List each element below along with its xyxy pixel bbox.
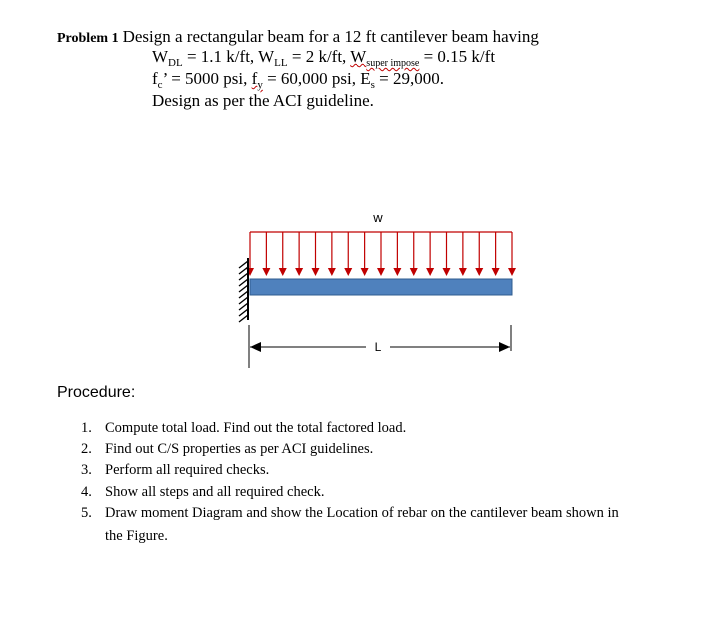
wsup-symbol: W <box>350 47 367 66</box>
beam <box>250 279 512 295</box>
step-number: 5. <box>81 505 92 521</box>
load-arrow-head <box>279 268 287 276</box>
hatch-line <box>239 315 248 322</box>
procedure-step-4 <box>81 484 324 501</box>
step-text: Perform all required checks. <box>105 462 270 478</box>
fy-value: = 60,000 psi, <box>262 69 361 88</box>
load-arrow-head <box>508 268 516 276</box>
hatch-line <box>239 297 248 304</box>
problem-label: Problem 1 <box>57 31 119 46</box>
procedure-step-5 <box>81 505 619 522</box>
support-hatching <box>239 261 248 322</box>
dimension-arrowhead-left <box>250 342 261 352</box>
procedure-heading: Procedure: <box>57 384 136 401</box>
wdl-symbol: W <box>152 47 169 66</box>
hatch-line <box>239 291 248 298</box>
procedure-step-3 <box>81 462 269 479</box>
problem-intro: Design a rectangular beam for a 12 ft cantilever beam having <box>122 27 539 46</box>
load-arrow-head <box>459 268 467 276</box>
fixed-support <box>239 258 248 322</box>
span-dimension <box>249 325 511 368</box>
step-text: Draw moment Diagram and show the Location of rebar on the cantilever beam shown in <box>105 505 619 521</box>
wll-value: = 2 k/ft, <box>287 47 351 66</box>
hatch-line <box>239 285 248 292</box>
es-subscript: s <box>370 79 375 91</box>
load-arrow-head <box>410 268 418 276</box>
es-symbol: E <box>360 69 371 88</box>
hatch-line <box>239 273 248 280</box>
step-text: Show all steps and all required check. <box>105 484 325 500</box>
fc-subscript: c <box>157 79 163 91</box>
load-arrow-head <box>426 268 434 276</box>
span-label: L <box>374 340 382 354</box>
procedure-step-1 <box>81 420 406 437</box>
hatch-line <box>239 261 248 268</box>
hatch-line <box>239 267 248 274</box>
fy-subscript: y <box>257 79 263 91</box>
step-text: the Figure. <box>105 528 168 544</box>
load-arrow-head <box>262 268 270 276</box>
dimension-arrowhead-right <box>499 342 510 352</box>
step-number: 1. <box>81 420 92 436</box>
wsup-subscript: super impose <box>366 58 420 69</box>
distributed-load <box>246 232 516 276</box>
problem-line-4: Design as per the ACI guideline. <box>152 91 374 110</box>
load-arrow-head <box>393 268 401 276</box>
procedure-step-5-continued <box>81 528 168 545</box>
wdl-value: = 1.1 k/ft, <box>182 47 259 66</box>
hatch-line <box>239 309 248 316</box>
load-label: w <box>373 210 383 225</box>
wsup-value: = 0.15 k/ft <box>419 47 496 66</box>
wdl-subscript: DL <box>168 57 183 69</box>
load-arrow-head <box>344 268 352 276</box>
step-text: Find out C/S properties as per ACI guidelines. <box>105 441 374 457</box>
step-number: 4. <box>81 484 92 500</box>
load-arrow-head <box>312 268 320 276</box>
step-text: Compute total load. Find out the total factored load. <box>105 420 407 436</box>
es-value: = 29,000. <box>374 69 445 88</box>
load-arrow-head <box>361 268 369 276</box>
load-arrow-head <box>492 268 500 276</box>
step-number: 2. <box>81 441 92 457</box>
load-arrow-head <box>475 268 483 276</box>
load-arrow-head <box>328 268 336 276</box>
step-number: 3. <box>81 462 92 478</box>
wll-subscript: LL <box>274 57 288 69</box>
wll-symbol: W <box>258 47 275 66</box>
hatch-line <box>239 303 248 310</box>
hatch-line <box>239 279 248 286</box>
fc-value: ’ = 5000 psi, <box>162 69 252 88</box>
load-arrow-head <box>377 268 385 276</box>
procedure-step-2 <box>81 441 373 458</box>
load-arrow-head <box>295 268 303 276</box>
fc-symbol: f <box>152 69 158 88</box>
load-arrow-head <box>443 268 451 276</box>
fy-symbol: f <box>251 69 258 88</box>
